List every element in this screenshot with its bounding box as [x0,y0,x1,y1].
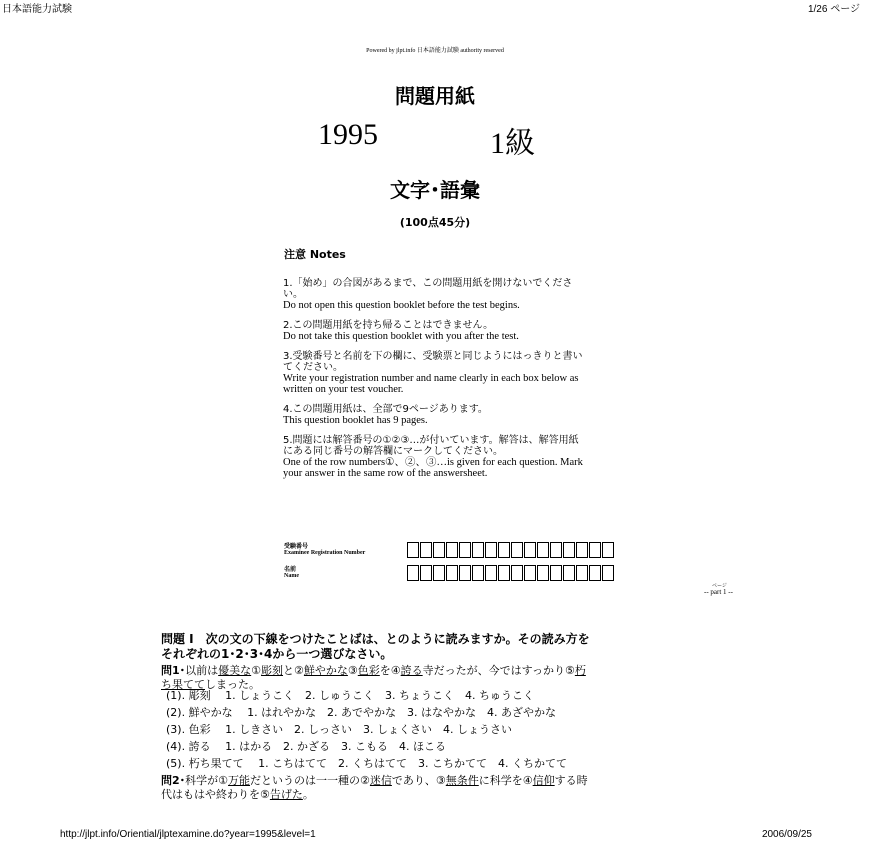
footer-date: 2006/09/25 [761,829,812,840]
page-word: ページ [712,583,727,589]
q2-text: する時 [554,774,588,787]
question2-sentence [161,772,588,803]
note-item [283,435,588,479]
q2-underlined-word: 信仰 [532,774,555,787]
q1-underlined-word: 彫刻 [261,664,284,677]
name-label-en: Name [284,573,299,579]
q1-text: しまった。 [205,678,260,691]
name-label-jp: 名前 [284,566,297,573]
registration-number-boxes[interactable] [407,542,615,558]
q1-underlined-word: 鮮やかな [303,664,348,677]
exam-level: 1級 [490,127,535,160]
note-en: This question booklet has 9 pages. [283,415,428,426]
q1-underlined-word: 色彩 [357,664,380,677]
option-row: (1). 彫刻 1. しょうこく 2. しゅうこく 3. ちょうこく 4. ちゅうこく [166,689,535,702]
registration-label-en: Examinee Registration Number [284,550,366,556]
q2-text: 科学が① [185,774,229,787]
q2-text: に科学を④ [478,774,533,787]
q2-underlined-word: 迷信 [369,774,392,787]
question1-heading [161,632,590,662]
note-en: Do not open this question booklet before the test begins. [283,300,520,311]
q1-underlined-word: 朽 [574,664,586,677]
question1-heading-line2: それぞれの1･2･3･4から一つ選びなさい。 [161,647,393,661]
footer-url: http://jlpt.info/Oriential/jlptexamine.do?year=1995&level=1 [60,829,316,840]
q1-text: 以前は [185,664,219,677]
page-indicator: -- part 1 -- [704,588,733,596]
note-en: One of the row numbers①、②、③…is given for each question. Mark your answer in the same row of the answersheet. [283,457,583,479]
score-time: (100点45分) [399,216,471,229]
q1-label: 問1･ [161,664,186,677]
note-jp: 3.受験番号と名前を下の欄に、受験票と同じようにはっきりと書いてください。 [283,351,583,373]
note-jp: 2.この問題用紙を持ち帰ることはできません。 [283,320,494,331]
q1-text: ③ [347,664,358,677]
question1-heading-line1: 問題 I 次の文の下線をつけたことばは、とのように読みますか。その読み方を [161,632,590,646]
q1-text: ① [251,664,262,677]
note-jp: 1.「始め」の合図があるまで、この問題用紙を開けないでください。 [283,278,573,300]
q2-underlined-word: 無条件 [445,774,479,787]
q1-underlined-word: ち果てて [161,678,205,691]
q2-underlined-word: 告げた [269,788,303,801]
note-item [283,320,588,342]
name-boxes[interactable] [407,565,615,581]
note-en: Do not take this question booklet with you after the test. [283,331,519,342]
q2-text: 。 [302,788,314,801]
registration-label [284,543,365,557]
q2-text: であり、③ [391,774,446,787]
notes-list [283,278,588,488]
q1-text: 優美な [218,664,252,677]
q2-text: だというのは一一種の② [250,774,370,787]
section-title: 文字･語彙 [390,178,480,202]
registration-label-jp: 受験番号 [284,543,309,550]
notes-heading: 注意 Notes [284,248,346,261]
option-row: (3). 色彩 1. しきさい 2. しっさい 3. しょくさい 4. しょうさい [166,723,513,736]
note-item [283,278,588,311]
header-page-count: 1/26 ページ [807,4,860,15]
note-jp: 4.この問題用紙は、全部で9ページあります。 [283,404,488,415]
note-jp: 5.問題には解答番号の①②③…が付いています。解答は、解答用紙にある同じ番号の解答欄にマークしてください。 [283,435,579,457]
exam-year: 1995 [318,118,378,151]
booklet-title: 問題用紙 [395,84,475,108]
question1-options [166,687,567,772]
q2-text: 代はもはや終わりを⑤ [161,788,270,801]
option-row: (4). 誇る 1. はかる 2. かざる 3. こもる 4. ほこる [166,740,447,753]
q1-underlined-word: 誇る [400,664,423,677]
q1-text: と② [283,664,304,677]
q1-text: を④ [379,664,401,677]
header-title: 日本語能力試験 [2,4,72,15]
q1-text: 寺だったが、今ではすっかり⑤ [422,664,575,677]
option-row: (2). 鮮やかな 1. はれやかな 2. あでやかな 3. はなやかな 4. あざやかな [166,706,557,719]
note-en: Write your registration number and name clearly in each box below as written on your test voucher. [283,373,579,395]
note-item [283,404,588,426]
name-label [284,566,299,580]
note-item [283,351,588,395]
q2-underlined-word: 万能 [228,774,251,787]
powered-by-text: Powered by jlpt.info 日本語能力試験 authority reserved [366,48,504,54]
q2-label: 問2･ [161,774,186,787]
option-row: (5). 朽ち果てて 1. こちはてて 2. くちはてて 3. こちかてて 4. くちかてて [166,757,568,770]
